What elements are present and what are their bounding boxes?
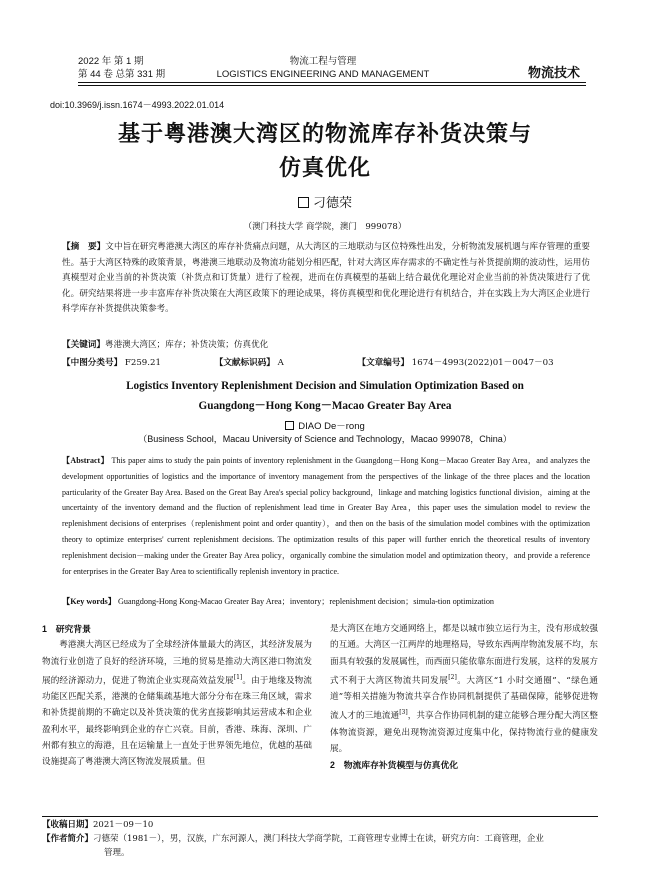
author-en xyxy=(0,418,650,432)
para-left-a: 粤港澳大湾区已经成为了全球经济体量最大的湾区，其经济发展为物流行业创造了良好的经济环境，三地的贸易是推动大湾区港口物流发展的经济源动力，促进了物流企业实现高效益发展 xyxy=(42,640,312,686)
author-bio xyxy=(42,832,598,846)
doc-code-label: 【文献标识码】 xyxy=(214,358,275,368)
title-en xyxy=(60,376,590,416)
running-header xyxy=(78,56,580,82)
abstract-cn-label: 【摘 要】 xyxy=(62,242,106,252)
year-issue: 2022 年 第 1 期 xyxy=(78,56,144,67)
abstract-cn xyxy=(62,240,590,318)
column-label: 物流技术 xyxy=(527,65,580,80)
author-en-name: DIAO De－rong xyxy=(298,421,365,432)
author-cn xyxy=(0,192,650,211)
author-en-box-icon xyxy=(285,421,294,430)
volume-info: 第 44 卷 总第 331 期 xyxy=(78,68,166,80)
footnote-rule xyxy=(42,816,598,817)
para-left-b: 。由于地缘及物流功能区匹配关系，港澳的仓储集疏基地大部分分布在珠三角区域，需求和补货提前期的不确定以及补货决策的优劣直接影响其运营成本和企业盈利水平，最终影响到企业的存亡兴衰。目前，香港、珠海、深圳、广州都有独立的海港，且在运输量上一直处于世界领先地位，优越的基础设施提高了粤港澳大湾区物流发展质量。但 xyxy=(42,675,312,768)
section1-heading: 1 研究背景 xyxy=(42,624,91,634)
article-no-value: 1674－4993(2022)01－0047－03 xyxy=(411,358,554,368)
author-bio-label: 【作者简介】 xyxy=(42,834,94,844)
journal-name-en: LOGISTICS ENGINEERING AND MANAGEMENT xyxy=(216,68,430,80)
section1-paragraph xyxy=(42,637,312,770)
abstract-cn-text: 文中旨在研究粤港澳大湾区的库存补货痛点问题，从大湾区的三地联动与区位特殊性出发，分析物流发展机遇与库存管理的重要性。基于大湾区特殊的政策背景，粤港澳三地联动及物流功能划分相匹配，针对大湾区库存需求的不确定性与补货提前期的波动性，运用仿真模型对企业当前的补货决策（补货点和订货量）进行了检视，进而在仿真模型的基础上结合最优化理论对企业当前的补货决策进行了优化。研究结果将进一步丰富库存补货决策在大湾区政策下的理论成果，将仿真模型和优化理论进行有机结合，并在实践上为大湾区企业进行科学库存补货提供决策参考。 xyxy=(62,242,590,314)
title-cn-line1: 基于粤港澳大湾区的物流库存补货决策与 xyxy=(117,121,532,147)
author-bio-line1: 刁德荣（1981－），男，汉族，广东河源人，澳门科技大学商学院，工商管理专业博士在读，研究方向：工商管理，企业 xyxy=(93,834,544,844)
header-rule-thick xyxy=(78,82,586,83)
journal-name xyxy=(198,56,448,81)
body-column-left xyxy=(42,621,312,771)
keywords-cn xyxy=(62,338,590,350)
citation-3: [3] xyxy=(399,709,408,717)
author-cn-name: 刁德荣 xyxy=(312,196,352,211)
abstract-en-text: This paper aims to study the pain points of inventory replenishment in the Guangdong－Hong Kong－Macao Greater Bay Area，and analyzes the development opportunities of logistics and the importance of inventory management from the perspectives of the linkage of the three places and the location particularity of the Greater Bay Area. Based on the Great Bay Area's special policy background，linkage and matching logistics functional division，aiming at the uncertainty of the inventory demand and the fluction of replenishment lead time in Greater Bay Area，this paper uses the simulation model to review the replenishment decisions of enterprises（replenishment point and order quantity），and then on the basis of the simulation model combines with the optimization theory to optimize enterprises' current replenishment decisions. The optimization results of this paper will further enrich the theoretical results of inventory replenishment decision－making under the Greater Bay Area policy，organically combine the simulation model and optimization theory，and provide a reference for enterprises in the Greater Bay Area to scientifically replenish inventory in practice. xyxy=(62,456,590,576)
received-date xyxy=(42,818,598,832)
section1-paragraph-cont xyxy=(330,621,598,757)
keywords-en xyxy=(62,596,590,607)
clc-value: F259.21 xyxy=(124,358,161,368)
author-box-icon xyxy=(298,197,309,208)
title-en-line2: Guangdong－Hong Kong－Macao Greater Bay Area xyxy=(198,400,452,412)
header-rule-thin xyxy=(78,85,586,86)
para-right-c: ，共享合作协同机制的建立能够合理分配大湾区整体物流资源，避免出现物流资源过度集中化，保持物流行业的健康发展。 xyxy=(330,711,598,754)
clc-label: 【中图分类号】 xyxy=(62,358,123,368)
citation-1: [1] xyxy=(233,673,243,681)
doc-code-value: A xyxy=(277,358,284,368)
journal-name-cn: 物流工程与管理 xyxy=(289,56,357,67)
title-en-line1: Logistics Inventory Replenishment Decision and Simulation Optimization Based on xyxy=(126,380,524,392)
citation-2: [2] xyxy=(448,673,457,681)
article-no-label: 【文章编号】 xyxy=(357,358,410,368)
received-label: 【收稿日期】 xyxy=(42,820,94,830)
affiliation-en: （Business School，Macau University of Science and Technology，Macao 999078，China） xyxy=(138,434,512,444)
keywords-en-text: Guangdong-Hong Kong-Macao Greater Bay Area；inventory；replenishment decision；simula-tion optimization xyxy=(117,597,495,606)
footnote xyxy=(42,818,598,860)
doi: doi:10.3969/j.issn.1674－4993.2022.01.014 xyxy=(50,100,225,110)
abstract-en xyxy=(62,453,590,579)
keywords-cn-label: 【关键词】 xyxy=(62,340,105,350)
abstract-en-label: 【Abstract】 xyxy=(62,456,110,465)
para-right-b: 。大湾区“1 小时交通圈”、“绿色通道”等相关措施为物流共享合作协同机制提供了基础保障，能够促进物流人才的三地流通 xyxy=(330,675,598,722)
keywords-cn-text: 粤港澳大湾区；库存；补货决策；仿真优化 xyxy=(104,340,269,350)
body-column-right xyxy=(330,621,598,773)
keywords-en-label: 【Key words】 xyxy=(62,597,116,606)
title-cn xyxy=(60,117,590,185)
issue-info xyxy=(78,56,165,81)
affiliation-cn: （澳门科技大学 商学院，澳门 999078） xyxy=(243,222,407,232)
title-cn-line2: 仿真优化 xyxy=(278,155,371,181)
received-value: 2021－09－10 xyxy=(93,820,154,830)
author-bio-cont: 管理。 xyxy=(104,848,130,858)
para-right-a: 是大湾区在地方交通网络上，都是以城市独立运行为主，没有形成较强的互通。大湾区一江两岸的地理格局，导致东西两岸物流发展不均，东面具有较强的发展属性，而西面只能依靠东面进行发展，这样的发展方式不利于大湾区物流共同发展 xyxy=(330,624,598,686)
section2-heading: 2 物流库存补货模型与仿真优化 xyxy=(330,760,459,771)
classification-row xyxy=(62,356,590,368)
